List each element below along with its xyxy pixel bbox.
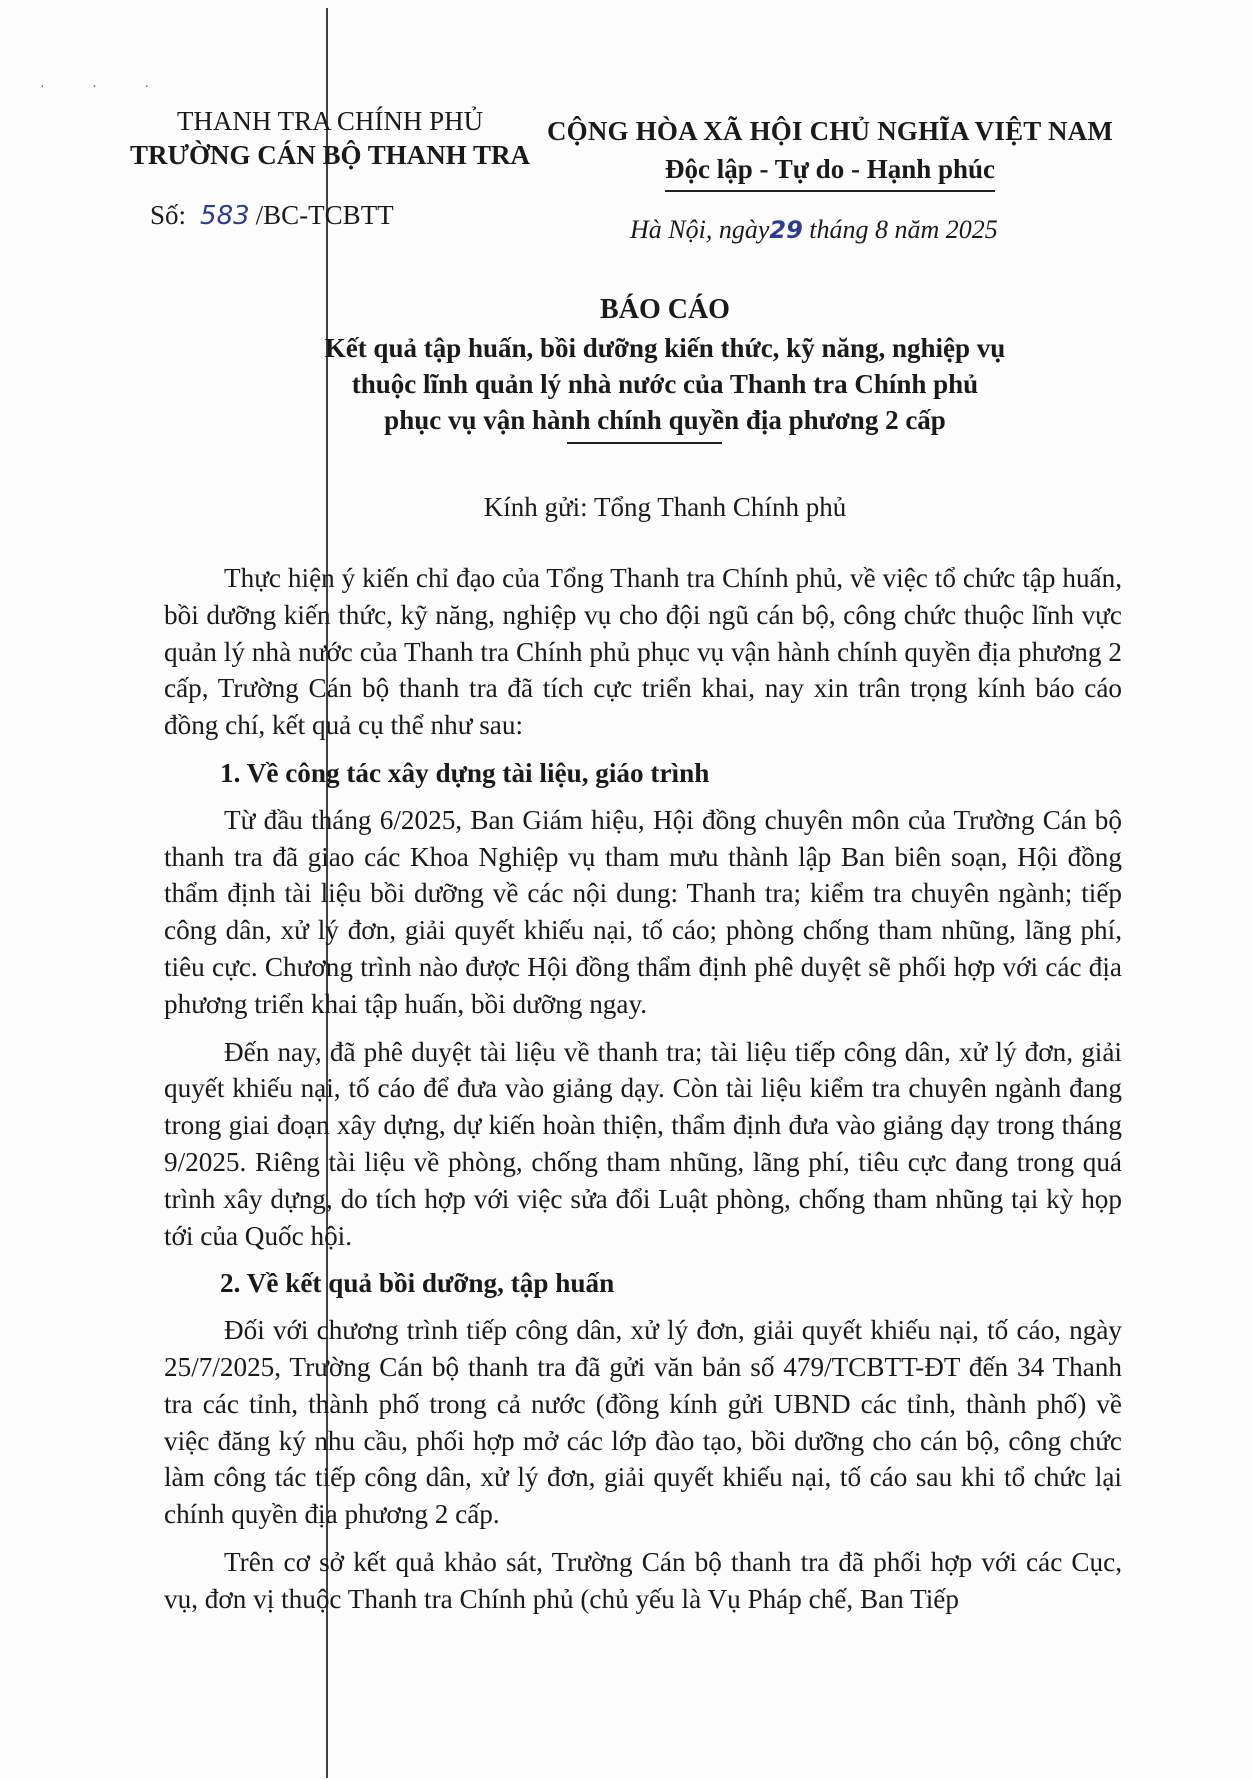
date-prefix: Hà Nội, ngày	[630, 215, 770, 244]
scan-specks: · · ·	[40, 80, 171, 95]
report-title	[200, 290, 1130, 438]
national-header-block	[535, 112, 1125, 192]
document-type: BÁO CÁO	[600, 294, 730, 325]
date-line	[630, 215, 998, 245]
section-2-paragraph-2: Trên cơ sở kết quả khảo sát, Trường Cán bộ thanh tra đã phối hợp với các Cục, vụ, đơn vị thuộc Thanh tra Chính phủ (chủ yếu là Vụ Pháp chế, Ban Tiếp	[164, 1546, 1122, 1614]
doc-no-handwritten: 583	[200, 201, 250, 231]
section-1-heading: 1. Về công tác xây dựng tài liệu, giáo trình	[220, 757, 710, 788]
national-title: CỘNG HÒA XÃ HỘI CHỦ NGHĨA VIỆT NAM	[546, 116, 1114, 146]
date-suffix: tháng 8 năm 2025	[809, 215, 998, 244]
date-day-handwritten: 29	[769, 216, 803, 244]
agency-name: THANH TRA CHÍNH PHỦ	[176, 106, 484, 136]
subject-line-3: phục vụ vận hành chính quyền địa phương 2 cấp	[384, 405, 946, 435]
national-motto: Độc lập - Tự do - Hạnh phúc	[665, 150, 995, 192]
doc-no-label: Số:	[150, 200, 187, 230]
document-number	[150, 200, 394, 231]
report-body	[164, 560, 1122, 1629]
intro-paragraph: Thực hiện ý kiến chỉ đạo của Tổng Thanh tra Chính phủ, về việc tổ chức tập huấn, bồi dưỡng kiến thức, kỹ năng, nghiệp vụ cho đội ngũ cán bộ, công chức thuộc lĩnh vực quản lý nhà nước của Thanh tra Chính phủ phục vụ vận hành chính quyền địa phương 2 cấp, Trường Cán bộ thanh tra đã tích cực triển khai, nay xin trân trọng kính báo cáo đồng chí, kết quả cụ thể như sau:	[164, 563, 1122, 741]
salutation: Kính gửi: Tổng Thanh Chính phủ	[483, 492, 847, 522]
subject-line-2: thuộc lĩnh quản lý nhà nước của Thanh tra Chính phủ	[351, 369, 979, 399]
issuing-agency-block	[120, 104, 540, 172]
title-underline	[567, 442, 722, 444]
section-1-paragraph-2: Đến nay, đã phê duyệt tài liệu về thanh tra; tài liệu tiếp công dân, xử lý đơn, giải quyết khiếu nại, tố cáo để đưa vào giảng dạy. Còn tài liệu kiểm tra chuyên ngành đang trong giai đoạn xây dựng, dự kiến hoàn thiện, thẩm định đưa vào giảng dạy trong tháng 9/2025. Riêng tài liệu về phòng, chống tham nhũng, lãng phí, tiêu cực đang trong quá trình xây dựng, do tích hợp với việc sửa đổi Luật phòng, chống tham nhũng tại kỳ họp tới của Quốc hội.	[164, 1036, 1122, 1251]
section-1-paragraph-1: Từ đầu tháng 6/2025, Ban Giám hiệu, Hội đồng chuyên môn của Trường Cán bộ thanh tra đã giao các Khoa Nghiệp vụ tham mưu thành lập Ban biên soạn, Hội đồng thẩm định tài liệu bồi dưỡng về các nội dung: Thanh tra; kiểm tra chuyên ngành; tiếp công dân, xử lý đơn, giải quyết khiếu nại, tố cáo; phòng chống tham nhũng, lãng phí, tiêu cực. Chương trình nào được Hội đồng thẩm định phê duyệt sẽ phối hợp với các địa phương triển khai tập huấn, bồi dưỡng ngay.	[164, 804, 1122, 1019]
doc-no-suffix: /BC-TCBTT	[255, 200, 394, 230]
subject-line-1: Kết quả tập huấn, bồi dưỡng kiến thức, kỹ năng, nghiệp vụ	[324, 333, 1006, 363]
school-name: TRƯỜNG CÁN BỘ THANH TRA	[129, 140, 531, 170]
section-2-paragraph-1: Đối với chương trình tiếp công dân, xử lý đơn, giải quyết khiếu nại, tố cáo, ngày 25/7/2025, Trường Cán bộ thanh tra đã gửi văn bản số 479/TCBTT-ĐT đến 34 Thanh tra các tỉnh, thành phố trong cả nước (đồng kính gửi UBND các tỉnh, thành phố) về việc đăng ký nhu cầu, phối hợp mở các lớp đào tạo, bồi dưỡng cho cán bộ, công chức làm công tác tiếp công dân, xử lý đơn, giải quyết khiếu nại, tố cáo sau khi tổ chức lại chính quyền địa phương 2 cấp.	[164, 1315, 1122, 1530]
section-2-heading: 2. Về kết quả bồi dưỡng, tập huấn	[220, 1268, 615, 1299]
